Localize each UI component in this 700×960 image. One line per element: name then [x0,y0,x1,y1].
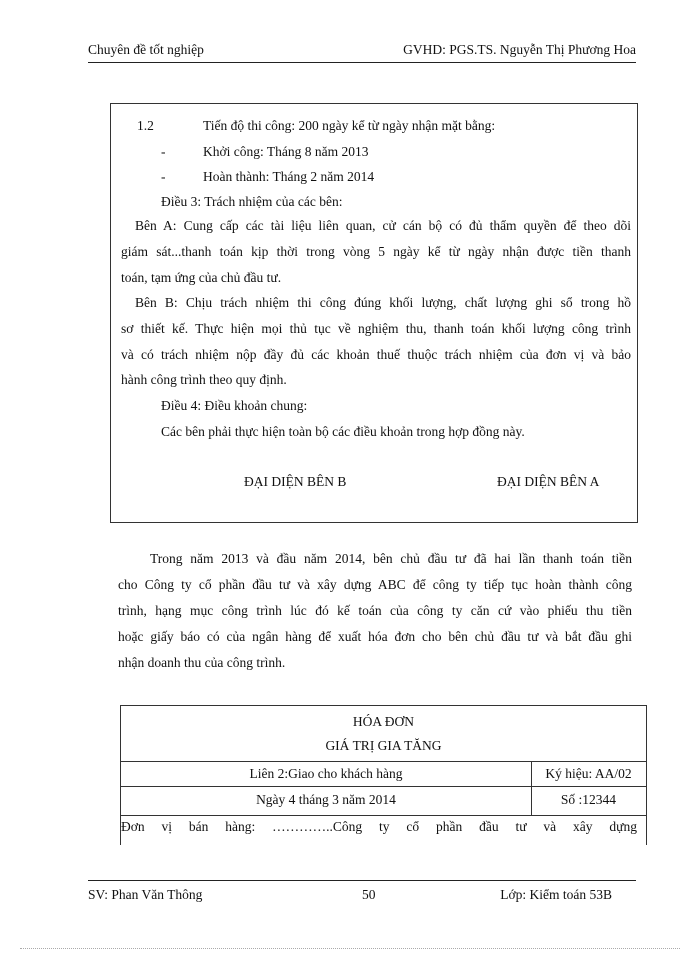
paragraph-line: hoặc giấy báo có của ngân hàng để xuất hóa đơn cho bên chủ đầu tư và bắt đầu ghi [118,629,632,644]
paragraph-line: Trong năm 2013 và đầu năm 2014, bên chủ đầu tư đã hai lần thanh toán tiền [150,551,632,566]
page-header [88,40,636,63]
header-left: Chuyên đề tốt nghiệp [88,42,204,57]
party-b-line: và có trách nhiệm nộp đầy đủ các khoản thuế thuộc trách nhiệm của đơn vị và bảo [121,347,631,362]
invoice-subtitle: GIÁ TRỊ GIA TĂNG [325,738,442,753]
contract-box [110,103,638,523]
invoice-seller: Đơn vị bán hàng: …………..Công ty cổ phần đầu tư và xây dựng [121,819,637,834]
invoice-symbol: Ký hiệu: AA/02 [545,766,632,781]
invoice-number: Số :12344 [560,792,617,807]
party-b-line: sơ thiết kế. Thực hiện mọi thủ tục về nghiệm thu, thanh toán khối lượng công trình [121,321,631,336]
party-b-line: Bên B: Chịu trách nhiệm thi công đúng khối lượng, chất lượng ghi sổ trong hồ [135,295,631,310]
bullet-dash: - [161,169,166,184]
party-b-line: hành công trình theo quy định. [121,372,287,387]
bullet-end: Hoàn thành: Tháng 2 năm 2014 [203,169,375,184]
page-footer [88,880,636,905]
page-number: 50 [362,887,376,902]
header-right: GVHD: PGS.TS. Nguyễn Thị Phương Hoa [403,42,636,57]
invoice-title: HÓA ĐƠN [352,714,415,729]
general-terms: Các bên phải thực hiện toàn bộ các điều khoản trong hợp đồng này. [161,424,525,439]
bullet-dash: - [161,144,166,159]
article-4: Điều 4: Điều khoản chung: [161,398,308,413]
party-a-line: toán, tạm ứng của chủ đầu tư. [121,270,282,285]
footer-student: SV: Phan Văn Thông [88,887,203,902]
page-edge-divider [20,948,680,949]
item-text: Tiến độ thi công: 200 ngày kể từ ngày nhận mặt bằng: [203,118,496,133]
invoice-copy: Liên 2:Giao cho khách hàng [249,766,403,781]
paragraph-line: trình, hạng mục công trình lúc đó kế toán của công ty căn cứ vào phiếu thu tiền [118,603,632,618]
article-3: Điều 3: Trách nhiệm của các bên: [161,194,343,209]
party-a-line: Bên A: Cung cấp các tài liệu liên quan, cử cán bộ có đủ thẩm quyền để theo dõi [135,218,631,233]
footer-class: Lớp: Kiểm toán 53B [500,887,612,902]
invoice-date: Ngày 4 tháng 3 năm 2014 [256,792,396,807]
invoice-table [120,705,647,845]
paragraph-line: cho Công ty cổ phần đầu tư và xây dựng ABC để công ty tiếp tục hoàn thành công [118,577,632,592]
party-a-line: giám sát...thanh toán kịp thời trong vòng 5 ngày kể từ ngày nhận được tiền thanh [121,244,631,259]
bullet-start: Khởi công: Tháng 8 năm 2013 [203,144,369,159]
sign-party-a: ĐẠI DIỆN BÊN A [497,474,600,489]
sign-party-b: ĐẠI DIỆN BÊN B [244,474,347,489]
item-number: 1.2 [137,118,154,133]
paragraph-line: nhận doanh thu của công trình. [118,655,286,670]
